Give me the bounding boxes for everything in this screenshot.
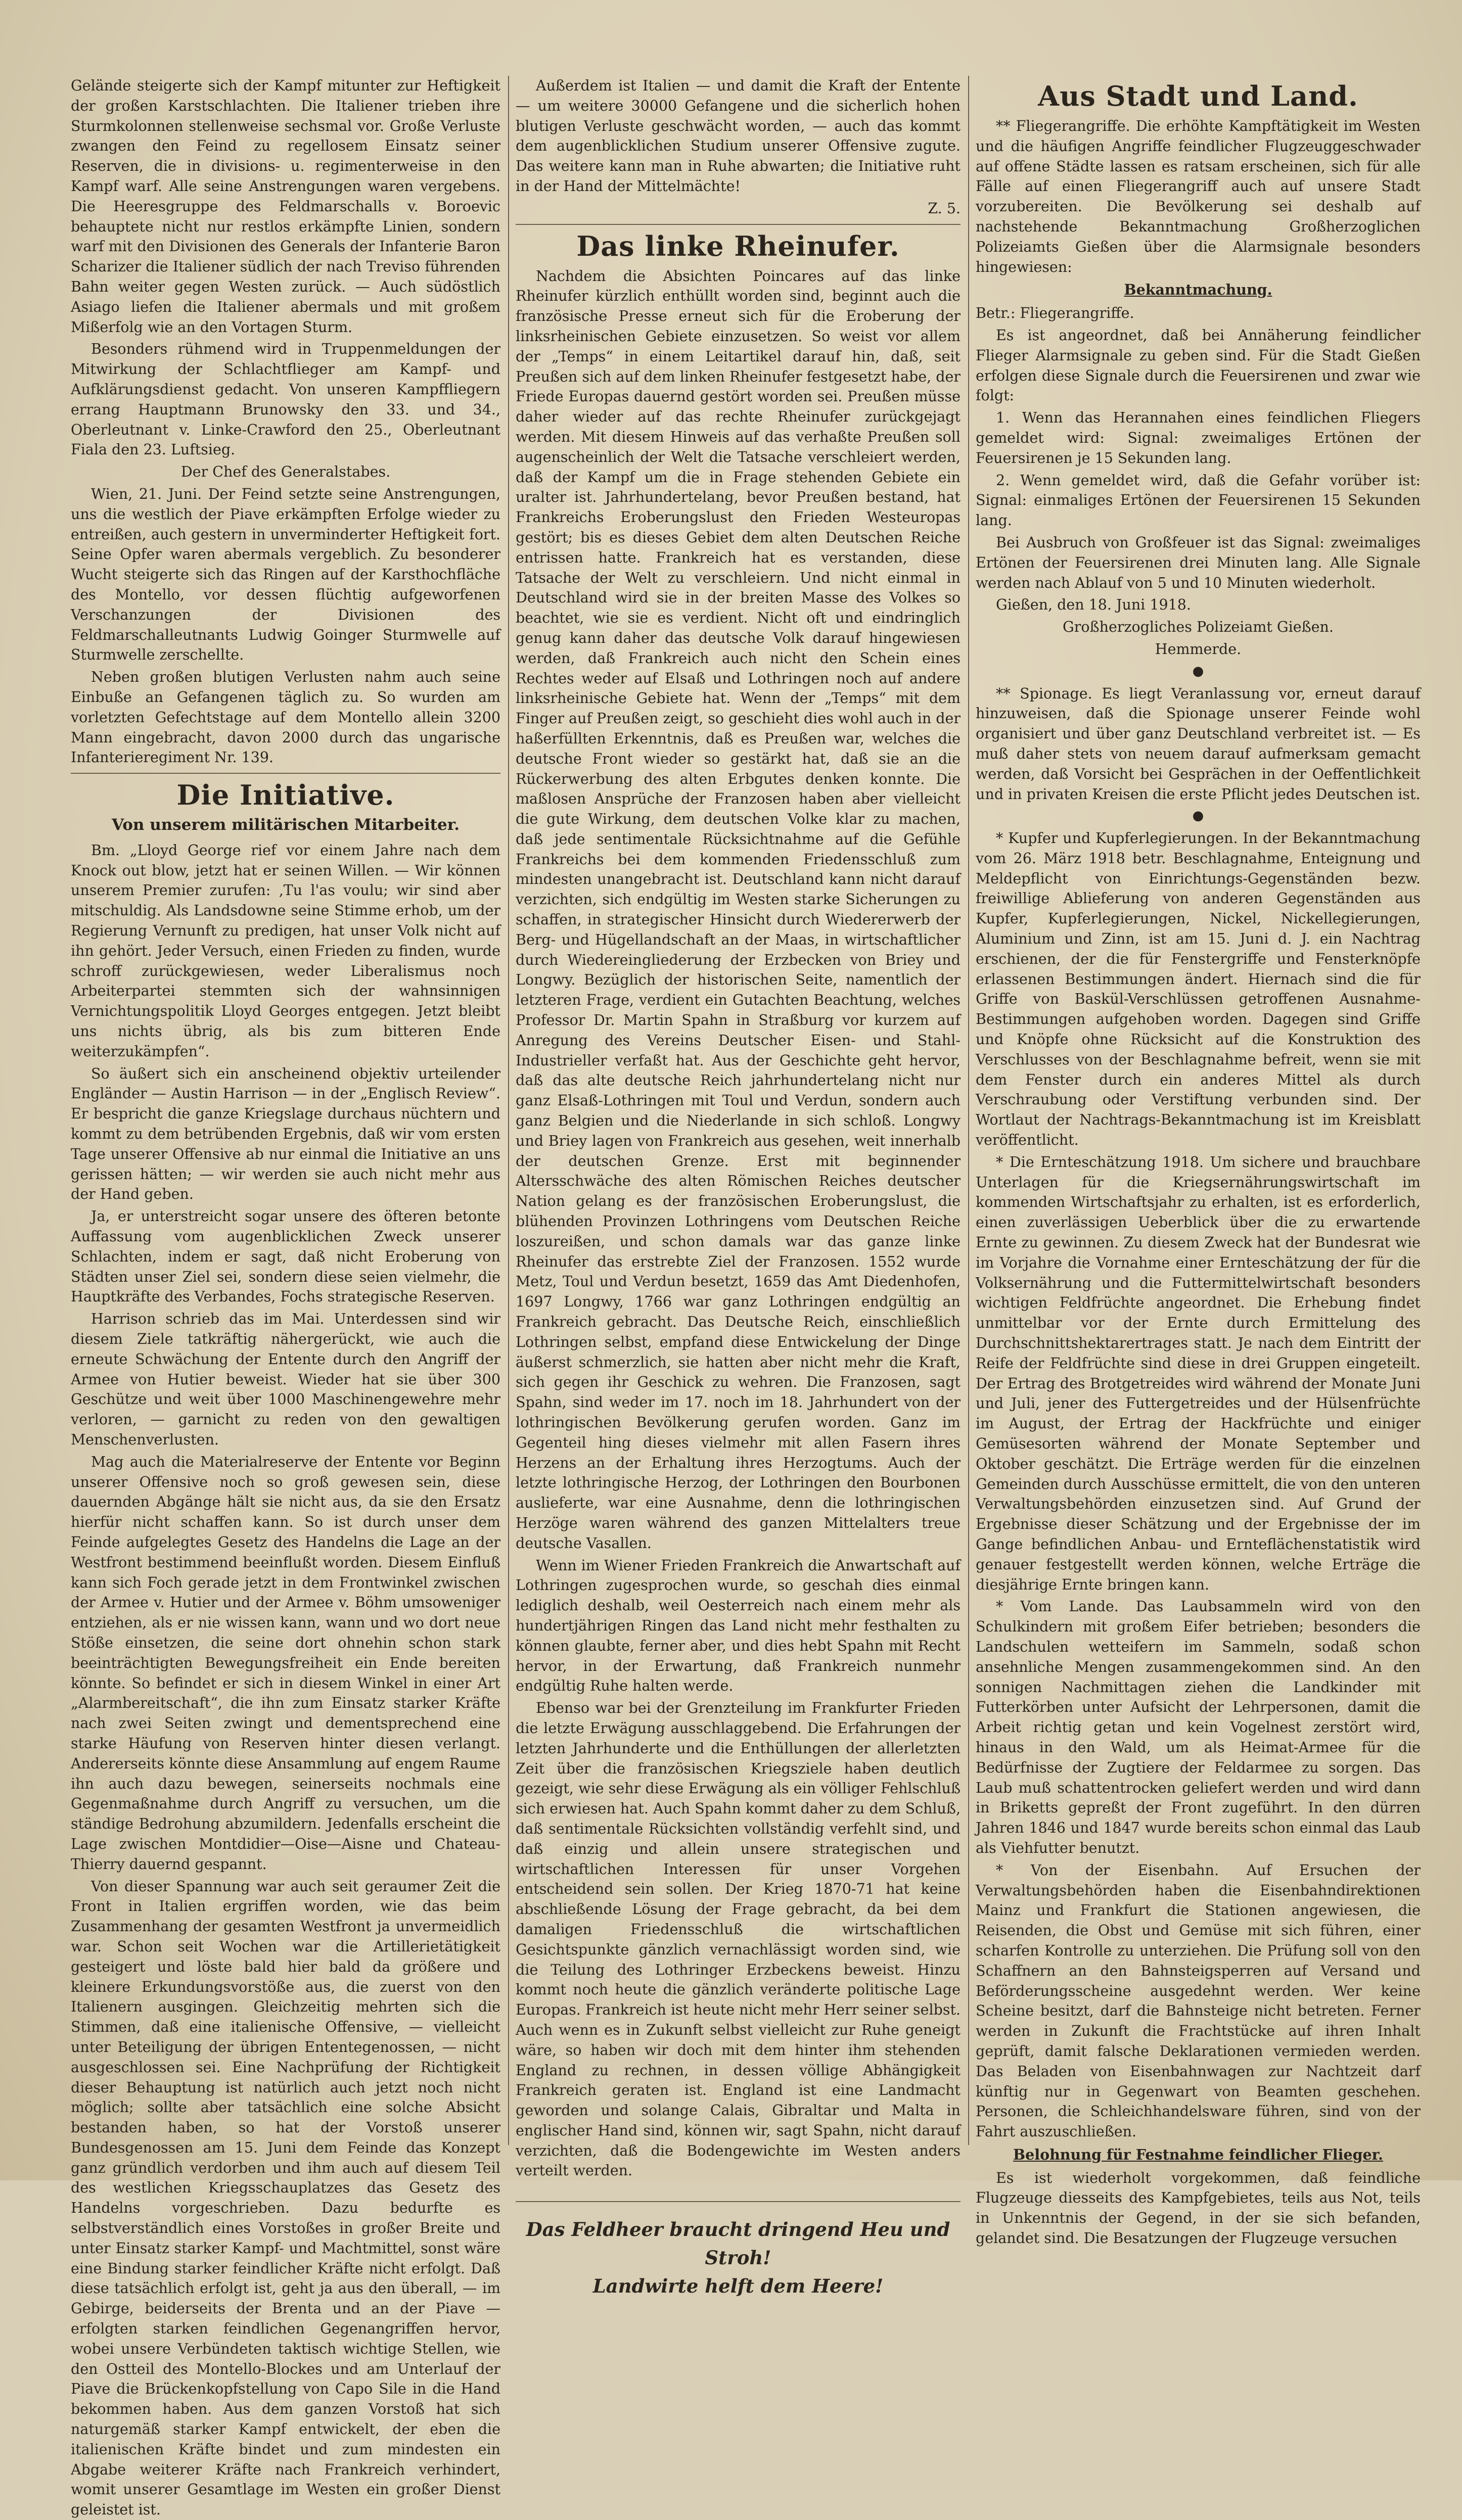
headline-rheinufer: Das linke Rheinufer.: [576, 229, 900, 262]
article-paragraph: Ja, er unterstreicht sogar unsere des öfteren betonte Auffassung vom augenblicklichen Zweck unserer Schlachten, indem er sagt, daß nicht Eroberung von Städten unser Ziel sei, sondern diese seien vielmehr, die Hauptkräfte des Verbandes, Fochs strategische Reserven.: [71, 1208, 500, 1305]
byline: Von unserem militärischen Mitarbeiter.: [111, 816, 460, 834]
headline-stadt-land: Aus Stadt und Land.: [1038, 80, 1358, 112]
notice-paragraph: 2. Wenn gemeldet wird, daß die Gefahr vorüber ist: Signal: einmaliges Ertönen der Feuersirenen 15 Sekunden lang.: [976, 472, 1421, 529]
column-left: [71, 76, 500, 2518]
article-paragraph: Harrison schrieb das im Mai. Unterdessen sind wir diesem Ziele tatkräftig nähergerückt, wie auch die erneute Schwächung der Entente durch den Angriff der Armee von Hutier beweist. Wieder hat sie über 300 Geschütze und weit über 1000 Maschinengewehre mehr verloren, — garnicht zu reden von den gewaltigen Menschenverlusten.: [71, 1311, 500, 1448]
notice-signature: Hemmerde.: [1155, 640, 1242, 658]
notice-paragraph: Bei Ausbruch von Großfeuer ist das Signal: zweimaliges Ertönen der Feuersirenen drei Minuten lang. Alle Signale werden nach Ablauf von 5 und 10 Minuten wiederholt.: [976, 534, 1421, 591]
article-paragraph: * Die Ernteschätzung 1918. Um sichere und brauchbare Unterlagen für die Kriegsernährungswirtschaft im kommenden Wirtschaftsjahr zu erhalten, ist es erforderlich, einen zuverlässigen Ueberblick über die zu erwartende Ernte zu gewinnen. Zu diesem Zweck hat der Bundesrat wie im Vorjahre die Vornahme einer Ernteschätzung der für die Volksernährung und die Futtermittelwirtschaft besonders wichtigen Feldfrüchte angeordnet. Die Erhebung findet unmittelbar vor der Ernte durch Ermittelung des Durchschnittshektarertrages statt. Je nach dem Eintritt der Reife der Feldfrüchte sind diese in drei Gruppen eingeteilt. Der Ertrag des Brotgetreides wird während der Monate Juni und Juli, jener des Futtergetreides und der Hülsenfrüchte im August, der Ertrag der Hackfrüchte und einiger Gemüsesorten während der Monate September und Oktober geschätzt. Die Erträge werden für die einzelnen Gemeinden durch Ausschüsse ermittelt, die von den unteren Verwaltungsbehörden einzusetzen sind. Auf Grund der Ergebnisse dieser Schätzung und der Ergebnisse der im Gange befindlichen Anbau- und Ernteflächenstatistik wird genauer festgestellt werden können, welche Erträge die diesjährige Ernte bringen kann.: [976, 1153, 1421, 1593]
notice-paragraph: Es ist angeordnet, daß bei Annäherung feindlicher Flieger Alarmsignale zu geben sind. Für die Stadt Gießen erfolgen diese Signale durch die Feuersirenen und zwar wie folgt:: [976, 326, 1421, 404]
appeal-box: [516, 2201, 961, 2313]
article-paragraph: ** Spionage. Es liegt Veranlassung vor, erneut darauf hinzuweisen, daß die Spionage unserer Feinde wohl organisiert und über ganz Deutschland verbreitet ist. — Es muß daher stets von neuem darauf aufmerksam gemacht werden, daß Vorsicht bei Gesprächen in der Oeffentlichkeit und in privaten Kreisen die erste Pflicht jedes Deutschen ist.: [976, 685, 1421, 803]
article-paragraph: Mag auch die Materialreserve der Entente vor Beginn unserer Offensive noch so groß gewesen sein, diese dauernden Abgänge hält sie nicht aus, da sie den Ersatz hierfür nicht schaffen kann. So ist durch unser dem Feinde aufgelegtes Gesetz des Handelns die Lage an der Westfront bestimmend beeinflußt worden. Diesem Einfluß kann sich Foch gerade jetzt in dem Frontwinkel zwischen der Armee v. Hutier und der Armee v. Böhm umsoweniger entziehen, als er nie wissen kann, wann und wo dort neue Stöße einsetzen, die seine dort ohnehin schon stark beeinträchtigten Bewegungsfreiheit ein Ende bereiten könnte. So befindet er sich in diesem Winkel in einer Art „Alarmbereitschaft“, die ihn zum Einsatz starker Kräfte nach zwei Seiten zwingt und dementsprechend eine starke Häufung von Reserven hinter diesen verlangt. Andererseits könnte diese Ansammlung auf engem Raume ihn auch dazu bewegen, seinerseits nochmals eine Gegenmaßnahme durch Angriff zu versuchen, um die ständige Bedrohung abzumildern. Jedenfalls erscheint die Lage zwischen Montdidier—Oise—Aisne und Chateau-Thierry dauernd gespannt.: [71, 1453, 500, 1873]
signature: Z. 5.: [928, 200, 961, 217]
notice-date: Gießen, den 18. Juni 1918.: [996, 596, 1191, 614]
article-title: Belohnung für Festnahme feindlicher Flieger.: [1013, 2145, 1383, 2163]
article-paragraph: Wien, 21. Juni. Der Feind setzte seine Anstrengungen, uns die westlich der Piave erkämpften Erfolge wieder zu entreißen, auch gestern in unverminderter Heftigkeit fort. Seine Opfer waren abermals vergeblich. Zu besonderer Wucht steigerte sich das Ringen auf der Karsthochfläche des Montello, vor dessen flüchtig aufgeworfenen Verschanzungen der Divisionen des Feldmarschalleutnants Ludwig Goinger Sturmwelle auf Sturmwelle zerschellte.: [71, 485, 500, 664]
column-rule: [968, 76, 969, 2145]
notice-signature: Großherzogliches Polizeiamt Gießen.: [1063, 619, 1334, 636]
article-paragraph: Neben großen blutigen Verlusten nahm auch seine Einbuße an Gefangenen täglich zu. So wurden am vorletzten Gefechtstage auf dem Montello allein 3200 Mann eingebracht, davon 2000 durch das ungarische Infanterieregiment Nr. 139.: [71, 669, 500, 766]
article-paragraph: Es ist wiederholt vorgekommen, daß feindliche Flugzeuge diesseits des Kampfgebietes, teils aus Not, teils in Unkenntnis der Gegend, in der sie sich befanden, gelandet sind. Die Besatzungen der Flugzeuge versuchen: [976, 2169, 1421, 2247]
article-paragraph: * Kupfer und Kupferlegierungen. In der Bekanntmachung vom 26. März 1918 betr. Beschlagnahme, Enteignung und Meldepflicht von Einrichtungs-Gegenständen bezw. freiwillige Ablieferung von anderen Gegenständen aus Kupfer, Kupferlegierungen, Nickel, Nickellegierungen, Aluminium und Zinn, ist am 15. Juni d. J. ein Nachtrag erschienen, der die für Fenstergriffe und Fensterknöpfe erlassenen Bestimmungen ändert. Hiernach sind die für Griffe von Baskül-Verschlüssen getroffenen Ausnahme-Bestimmungen aufgehoben worden. Dagegen sind Griffe und Knöpfe ohne Rücksicht auf die Konstruktion des Verschlusses von der Beschlagnahme befreit, wenn sie mit dem Fenster durch ein anderes Mittel als durch Verschraubung oder Verstiftung verbunden sind. Der Wortlaut der Nachtrags-Bekanntmachung ist im Kreisblatt veröffentlicht.: [976, 830, 1421, 1149]
article-paragraph: Besonders rühmend wird in Truppenmeldungen der Mitwirkung der Schlachtflieger am Kampf- und Aufklärungsdienst gedacht. Von unseren Kampffliegern errang Hauptmann Brunowsky den 33. und 34., Oberleutnant v. Linke-Crawford den 25., Oberleutnant Fiala den 23. Luftsieg.: [71, 341, 500, 458]
signature: Der Chef des Generalstabes.: [180, 463, 391, 481]
appeal-line: Landwirte helft dem Heere!: [592, 2275, 884, 2298]
notice-subject: Betr.: Fliegerangriffe.: [976, 305, 1134, 322]
separator-dot: ●: [1192, 663, 1204, 679]
article-paragraph: Gelände steigerte sich der Kampf mitunter zur Heftigkeit der großen Karstschlachten. Die Italiener trieben ihre Sturmkolonnen stellenweise sechsmal vor. Große Verluste zwangen den Feind zu regellosem Einsatz seiner Reserven, die in divisions- u. regimenterweise in den Kampf warf. Alle seine Anstrengungen waren vergebens. Die Heeresgruppe des Feldmarschalls v. Boroevic behauptete nicht nur restlos erkämpfte Linien, sondern warf mit den Divisionen des Generals der Infanterie Baron Scharizer die Italiener südlich der nach Treviso führenden Bahn weiter gegen Westen zurück. — Auch südöstlich Asiago liefen die Italiener abermals und mit großem Mißerfolg wie an den Vortagen Sturm.: [71, 77, 500, 336]
article-paragraph: Bm. „Lloyd George rief vor einem Jahre nach dem Knock out blow, jetzt hat er seinen Willen. — Wir können unserem Premier zurufen: ‚Tu l'as voulu; wir sind aber mitschuldig. Als Landsdowne seine Stimme erhob, um der Regierung Vernunft zu predigen, hat unser Volk nicht auf ihn gehört. Jeder Versuch, einen Frieden zu finden, wurde schroff zurückgewiesen, weder Liberalismus noch Arbeiterpartei stemmten sich der wahnsinnigen Vernichtungspolitik Lloyd Georges entgegen. Jetzt bleibt uns nichts übrig, als bis zum bitteren Ende weiterzukämpfen“.: [71, 842, 500, 1060]
column-rule: [508, 76, 509, 2145]
notice-paragraph: 1. Wenn das Herannahen eines feindlichen Fliegers gemeldet wird: Signal: zweimaliges Ertönen der Feuersirenen je 15 Sekunden lang.: [976, 409, 1421, 466]
separator-dot: ●: [1192, 808, 1204, 824]
article-paragraph: So äußert sich ein anscheinend objektiv urteilender Engländer — Austin Harrison — in der „Englisch Review“. Er bespricht die ganze Kriegslage durchaus nüchtern und kommt zu dem betrübenden Ergebnis, daß wir vom ersten Tage unserer Offensive ab nur einmal die Initiative an uns gerissen hätten; — wir werden sie auch nicht mehr aus der Hand geben.: [71, 1065, 500, 1203]
headline-initiative: Die Initiative.: [176, 779, 395, 812]
article-paragraph: * Von der Eisenbahn. Auf Ersuchen der Verwaltungsbehörden haben die Eisenbahndirektionen Mainz und Frankfurt die Stationen angewiesen, die Reisenden, die Obst und Gemüse mit sich führen, einer scharfen Kontrolle zu unterziehen. Die Prüfung soll von den Schaffnern an den Bahnsteigsperren auf Versand und Beförderungsscheine ausgedehnt werden. Wer keine Scheine besitzt, darf die Bahnsteige nicht betreten. Ferner werden in Zukunft die Frachtstücke auf ihren Inhalt geprüft, damit falsche Deklarationen vermieden werden. Das Beladen von Eisenbahnwagen zur Nachtzeit darf künftig nur in Gegenwart von Beamten geschehen. Personen, die Schleichhandelsware führen, sind von der Fahrt auszuschließen.: [976, 1861, 1421, 2140]
column-middle: [516, 76, 961, 2298]
article-paragraph: ** Fliegerangriffe. Die erhöhte Kampftätigkeit im Westen und die häufigen Angriffe feindlicher Flugzeuggeschwader auf offene Städte lassen es ratsam erscheinen, sich für alle Fälle auf einen Fliegerangriff auch auf unsere Stadt vorzubereiten. Die Bevölkerung sei deshalb auf nachstehende Bekanntmachung Großherzoglichen Polizeiamts Gießen über die Alarmsignale besonders hingewiesen:: [976, 118, 1421, 275]
article-paragraph: Von dieser Spannung war auch seit geraumer Zeit die Front in Italien ergriffen worden, wie das beim Zusammenhang der gesamten Westfront ja unvermeidlich war. Schon seit Wochen war die Artillerietätigkeit gesteigert und löste bald hier bald da größere und kleinere Erkundungsvorstöße aus, die zuerst von den Italienern ausgingen. Gleichzeitig mehrten sich die Stimmen, daß eine italienische Offensive, — vielleicht unter Beteiligung der übrigen Ententegenossen, — nicht ausgeschlossen sei. Eine Nachprüfung der Richtigkeit dieser Behauptung ist natürlich auch jetzt noch nicht möglich; sollte aber tatsächlich eine solche Absicht bestanden haben, so hat der Vorstoß unserer Bundesgenossen am 15. Juni dem Feinde das Konzept ganz gründlich verdorben und ihm auch auf diesem Teil des westlichen Kriegsschauplatzes das Gesetz des Handelns vorgeschrieben. Dazu bedurfte es selbstverständlich eines Vorstoßes in großer Breite und unter Einsatz starker Kampf- und Machtmittel, sonst wäre eine Bindung starker feindlicher Kräfte nicht erfolgt. Daß diese tatsächlich erfolgt ist, geht ja aus den überall, — im Gebirge, beiderseits der Brenta und an der Piave — erfolgten starken feindlichen Gegenangriffen hervor, wobei unsere Verbündeten taktisch wichtige Stellen, wie den Ostteil des Montello-Blockes und am Unterlauf der Piave die Brückenkopfstellung von Capo Sile in die Hand bekommen haben. Aus dem ganzen Vorstoß hat sich naturgemäß starker Kampf entwickelt, der eben die italienischen Kräfte bindet und zum mindesten ein Abgabe weiterer Kräfte nach Frankreich verhindert, womit unserer Gesamtlage im Westen ein großer Dienst geleistet ist.: [71, 1878, 500, 2518]
section-divider: [71, 773, 500, 774]
article-paragraph: Wenn im Wiener Frieden Frankreich die Anwartschaft auf Lothringen zugesprochen wurde, so geschah dies einmal lediglich deshalb, weil Oesterreich nach einem mehr als hundertjährigen Ringen das Land nicht mehr festhalten zu können glaubte, ferner aber, und dies hebt Spahn mit Recht hervor, in der Erwartung, daß Frankreich nunmehr endgültig Ruhe halten werde.: [516, 1557, 961, 1695]
article-paragraph: Außerdem ist Italien — und damit die Kraft der Entente — um weitere 30000 Gefangene und die sicherlich hohen blutigen Verluste geschwächt worden, — auch das kommt dem augenblicklichen Studium unserer Offensive zugute. Das weitere kann man in Ruhe abwarten; die Initiative ruht in der Hand der Mittelmächte!: [516, 77, 961, 195]
notice-title: Bekanntmachung.: [1124, 281, 1272, 299]
article-paragraph: Nachdem die Absichten Poincares auf das linke Rheinufer kürzlich enthüllt worden sind, beginnt auch die französische Presse erneut sich für die Eroberung der linksrheinischen Gebiete einzusetzen. So weist vor allem der „Temps“ in einem Leitartikel darauf hin, daß, seit Preußen sich auf dem linken Rheinufer festgesetzt habe, der Friede Europas dauernd gestört worden sei. Preußen müsse daher wieder auf das rechte Rheinufer zurückgejagt werden. Mit diesem Hinweis auf das verhaßte Preußen soll augenscheinlich der Welt die Tatsache verschleiert werden, daß der Kampf um die in Frage stehenden Gebiete ein uralter ist. Jahrhundertelang, bevor Preußen bestand, hat Frankreichs Eroberungslust den Frieden Westeuropas gestört; bis es dieses Gebiet dem alten Deutschen Reiche entrissen hatte. Frankreich hat es verstanden, diese Tatsache der Welt zu verschleiern. Und nicht einmal in Deutschland wird sie in der breiten Masse des Volkes so beachtet, wie sie es verdient. Nicht oft und eindringlich genug kann daher das deutsche Volk darauf hingewiesen werden, daß Frankreich auch nicht den Schein eines Rechtes weder auf Elsaß und Lothringen noch auf andere linksrheinische Gebiete hat. Wenn der „Temps“ mit dem Finger auf Preußen zeigt, so geschieht dies wohl auch in der haßerfüllten Erkenntnis, daß es Preußen war, welches die deutsche Front wieder so gestärkt hat, daß sie an die Rückerwerbung des alten Erbgutes denken konnte. Die maßlosen Ansprüche der Franzosen haben aber vielleicht die gute Wirkung, dem deutschen Volke klar zu machen, daß jede sentimentale Rücksichtnahme auf die Gefühle Frankreichs bei dem kommenden Friedensschluß zum mindesten unangebracht ist. Deutschland kann nicht darauf verzichten, sich endgültig im Westen starke Sicherungen zu schaffen, in strategischer Hinsicht durch Wiedererwerb der Berg- und Hügellandschaft an der Maas, in wirtschaftlicher durch Wiedereingliederung der Erzbecken von Briey und Longwy. Bezüglich der historischen Seite, namentlich der letzteren Frage, verdient ein Gutachten Beachtung, welches Professor Dr. Martin Spahn in Straßburg vor kurzem auf Anregung des Vereins Deutscher Eisen- und Stahl-Industrieller verfaßt hat. Aus der Geschichte geht hervor, daß das alte deutsche Reich jahrhundertelang nicht nur ganz Elsaß-Lothringen mit Toul und Verdun, sondern auch ganz Belgien und die Niederlande in sich schloß. Longwy und Briey lagen von Frankreich aus gesehen, weit innerhalb der deutschen Grenze. Erst mit beginnender Altersschwäche des alten Römischen Reiches deutscher Nation gelang es der französischen Eroberungslust, die blühenden Provinzen Lothringens vom Deutschen Reiche loszureißen, und schon damals war das ganze linke Rheinufer das erstrebte Ziel der Franzosen. 1552 wurde Metz, Toul und Verdun besetzt, 1659 das Amt Diedenhofen, 1697 Longwy, 1766 war ganz Lothringen endgültig an Frankreich gebracht. Das Deutsche Reich, einschließlich Lothringen selbst, empfand diese Entwickelung der Dinge äußerst schmerzlich, sie hatten aber nicht mehr die Kraft, sich gegen ihr Geschick zu wehren. Die Franzosen, sagt Spahn, sind weder im 17. noch im 18. Jahrhundert von der lothringischen Bevölkerung gerufen worden. Ganz im Gegenteil hing dieses vielmehr mit allen Fasern ihres Herzens an der Erhaltung ihres Herzogtums. Auch der letzte lothringische Herzog, der Lothringen den Bourbonen auslieferte, war eine Ausnahme, denn die lothringischen Herzöge waren während des ganzen Mittelalters treue deutsche Vasallen.: [516, 267, 961, 1552]
article-paragraph: * Vom Lande. Das Laubsammeln wird von den Schulkindern mit großem Eifer betrieben; besonders die Landschulen wetteifern im Sammeln, sodaß schon ansehnliche Mengen zusammengekommen sind. An den sonnigen Nachmittagen ziehen die Landkinder mit Futterkörben unter Aufsicht der Lehrpersonen, damit die Arbeit richtig getan und kein Vogelnest zerstört wird, hinaus in den Wald, um als Heimat-Armee für die Bedürfnisse der Zugtiere der Feldarmee zu sorgen. Das Laub muß schattentrocken geliefert werden und wird dann in Briketts gepreßt der Front zugeführt. In den dürren Jahren 1846 und 1847 wurde bereits schon einmal das Laub als Viehfutter benutzt.: [976, 1598, 1421, 1856]
appeal-line: Das Feldheer braucht dringend Heu und Stroh!: [526, 2218, 950, 2269]
section-divider: [516, 224, 961, 225]
article-paragraph: Ebenso war bei der Grenzteilung im Frankfurter Frieden die letzte Erwägung ausschlaggebend. Die Erfahrungen der letzten Jahrhunderte und die Enthüllungen der allerletzten Zeit über die französischen Kriegsziele haben deutlich gezeigt, wie sehr diese Erwägung als ein völliger Fehlschluß sich erwiesen hat. Auch Spahn kommt daher zu dem Schluß, daß sentimentale Rücksichten vollständig verfehlt sind, und daß einzig und allein unsere strategischen und wirtschaftlichen Interessen für unser Vorgehen entscheidend sein sollen. Der Krieg 1870-71 hat keine abschließende Lösung der Frage gebracht, da bei dem damaligen Friedensschluß die wirtschaftlichen Gesichtspunkte gänzlich vernachlässigt worden sind, wie die Teilung des Lothringer Erzbeckens beweist. Hinzu kommt noch heute die gänzlich veränderte politische Lage Europas. Frankreich ist heute nicht mehr Herr seiner selbst. Auch wenn es in Zukunft selbst vielleicht zur Ruhe geneigt wäre, so haben wir doch mit dem hinter ihm stehenden England zu rechnen, in dessen völlige Abhängigkeit Frankreich geraten ist. England ist eine Landmacht geworden und solange Calais, Gibraltar und Malta in englischer Hand sind, können wir, sagt Spahn, nicht darauf verzichten, daß die Bodengewichte im Westen anders verteilt werden.: [516, 1700, 961, 2179]
column-right: [976, 76, 1421, 2247]
